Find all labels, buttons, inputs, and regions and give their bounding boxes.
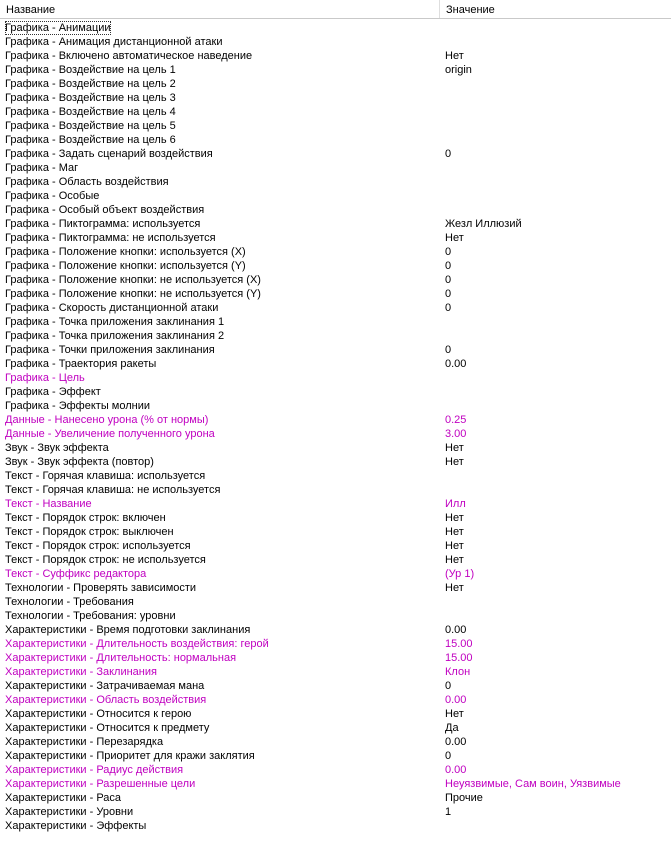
- property-value: Нет: [445, 232, 464, 244]
- property-name: Характеристики - Заклинания: [5, 666, 157, 678]
- property-name: Характеристики - Область воздействия: [5, 694, 207, 706]
- property-name: Текст - Порядок строк: используется: [5, 540, 191, 552]
- property-name: Графика - Особый объект воздействия: [5, 204, 205, 216]
- property-value: 0: [445, 148, 452, 160]
- property-name: Графика - Эффекты молнии: [5, 400, 150, 412]
- table-row[interactable]: [0, 665, 671, 679]
- table-row[interactable]: [0, 133, 671, 147]
- table-row[interactable]: [0, 119, 671, 133]
- property-value: 0.00: [445, 358, 467, 370]
- property-value: Нет: [445, 582, 464, 594]
- property-value: 0.00: [445, 764, 467, 776]
- table-row[interactable]: [0, 567, 671, 581]
- property-name: Технологии - Проверять зависимости: [5, 582, 197, 594]
- property-value: Илл: [445, 498, 466, 510]
- table-row[interactable]: [0, 553, 671, 567]
- table-row[interactable]: [0, 147, 671, 161]
- property-name: Текст - Суффикс редактора: [5, 568, 147, 580]
- table-row[interactable]: [0, 595, 671, 609]
- table-row[interactable]: [0, 497, 671, 511]
- property-value: 0: [445, 246, 452, 258]
- property-name: Характеристики - Длительность воздействия: герой: [5, 638, 269, 650]
- table-row[interactable]: [0, 693, 671, 707]
- property-name: Графика - Точка приложения заклинания 2: [5, 330, 225, 342]
- property-name: Технологии - Требования: уровни: [5, 610, 176, 622]
- property-value: 1: [445, 806, 452, 818]
- property-name: Характеристики - Уровни: [5, 806, 134, 818]
- table-row[interactable]: [0, 63, 671, 77]
- table-row[interactable]: [0, 791, 671, 805]
- table-row[interactable]: [0, 651, 671, 665]
- property-value: 0: [445, 260, 452, 272]
- property-name: Текст - Горячая клавиша: не используется: [5, 484, 221, 496]
- table-row[interactable]: [0, 329, 671, 343]
- property-name: Текст - Горячая клавиша: используется: [5, 470, 206, 482]
- table-row[interactable]: [0, 749, 671, 763]
- property-value: (Ур 1): [445, 568, 475, 580]
- table-row[interactable]: [0, 105, 671, 119]
- property-name: Характеристики - Относится к предмету: [5, 722, 210, 734]
- table-row[interactable]: [0, 301, 671, 315]
- property-name: Графика - Маг: [5, 162, 79, 174]
- property-name: Характеристики - Затрачиваемая мана: [5, 680, 205, 692]
- table-row[interactable]: [0, 231, 671, 245]
- property-name: Текст - Порядок строк: включен: [5, 512, 166, 524]
- property-value: Нет: [445, 554, 464, 566]
- property-name: Графика - Эффект: [5, 386, 101, 398]
- property-name: Характеристики - Относится к герою: [5, 708, 192, 720]
- table-row[interactable]: [0, 511, 671, 525]
- property-name: Данные - Увеличение полученного урона: [5, 428, 215, 440]
- property-list[interactable]: [0, 21, 671, 833]
- property-value: Нет: [445, 708, 464, 720]
- property-value: Нет: [445, 526, 464, 538]
- property-name: Графика - Положение кнопки: используется (Y): [5, 260, 246, 272]
- table-row[interactable]: [0, 469, 671, 483]
- property-name: Данные - Нанесено урона (% от нормы): [5, 414, 209, 426]
- table-row[interactable]: [0, 721, 671, 735]
- property-name: Графика - Воздействие на цель 3: [5, 92, 176, 104]
- table-row[interactable]: [0, 175, 671, 189]
- table-row[interactable]: [0, 49, 671, 63]
- property-name: Характеристики - Перезарядка: [5, 736, 164, 748]
- table-row[interactable]: [0, 707, 671, 721]
- table-row[interactable]: [0, 161, 671, 175]
- property-name: Графика - Включено автоматическое наведение: [5, 50, 253, 62]
- property-name: Графика - Точка приложения заклинания 1: [5, 316, 225, 328]
- property-name: Графика - Положение кнопки: используется (X): [5, 246, 246, 258]
- property-value: Нет: [445, 456, 464, 468]
- table-row[interactable]: [0, 427, 671, 441]
- table-row[interactable]: [0, 525, 671, 539]
- property-value: 0.25: [445, 414, 467, 426]
- table-row[interactable]: [0, 399, 671, 413]
- property-name: Характеристики - Время подготовки заклинания: [5, 624, 251, 636]
- table-row[interactable]: [0, 623, 671, 637]
- table-row[interactable]: [0, 77, 671, 91]
- property-name: Графика - Воздействие на цель 1: [5, 64, 176, 76]
- table-row[interactable]: [0, 217, 671, 231]
- property-name: Графика - Анимация дистанционной атаки: [5, 36, 223, 48]
- property-name: Графика - Воздействие на цель 6: [5, 134, 176, 146]
- property-name: Характеристики - Раса: [5, 792, 122, 804]
- property-value: 0.00: [445, 694, 467, 706]
- table-row[interactable]: [0, 385, 671, 399]
- property-value: 0.00: [445, 624, 467, 636]
- table-row[interactable]: [0, 777, 671, 791]
- table-row[interactable]: [0, 735, 671, 749]
- property-name: Графика - Скорость дистанционной атаки: [5, 302, 219, 314]
- property-name: Графика - Воздействие на цель 2: [5, 78, 176, 90]
- property-name: Текст - Порядок строк: выключен: [5, 526, 174, 538]
- table-row[interactable]: [0, 413, 671, 427]
- property-name: Характеристики - Разрешенные цели: [5, 778, 196, 790]
- property-value: 0: [445, 680, 452, 692]
- property-value: Прочие: [445, 792, 483, 804]
- property-value: Нет: [445, 50, 464, 62]
- table-row[interactable]: [0, 637, 671, 651]
- property-name: Графика - Пиктограмма: не используется: [5, 232, 216, 244]
- property-value: Нет: [445, 540, 464, 552]
- property-value: 0: [445, 274, 452, 286]
- table-row[interactable]: [0, 259, 671, 273]
- table-row[interactable]: [0, 371, 671, 385]
- property-name: Графика - Цель: [5, 372, 85, 384]
- property-name: Графика - Воздействие на цель 4: [5, 106, 176, 118]
- property-value: 0: [445, 750, 452, 762]
- table-row[interactable]: [0, 483, 671, 497]
- table-row[interactable]: [0, 357, 671, 371]
- table-row[interactable]: [0, 189, 671, 203]
- table-row[interactable]: [0, 21, 671, 35]
- property-name: Графика - Положение кнопки: не используется (Y): [5, 288, 261, 300]
- property-value: 0: [445, 288, 452, 300]
- property-name: Графика - Траектория ракеты: [5, 358, 157, 370]
- table-row[interactable]: [0, 441, 671, 455]
- property-name: Графика - Пиктограмма: используется: [5, 218, 201, 230]
- table-row[interactable]: [0, 287, 671, 301]
- property-name: Текст - Название: [5, 498, 92, 510]
- property-value: 0: [445, 344, 452, 356]
- property-name: Графика - Особые: [5, 190, 100, 202]
- table-row[interactable]: [0, 805, 671, 819]
- property-name: Графика - Положение кнопки: не используется (X): [5, 274, 261, 286]
- table-row[interactable]: [0, 763, 671, 777]
- property-name: Звук - Звук эффекта (повтор): [5, 456, 154, 468]
- property-value: Жезл Иллюзий: [445, 218, 522, 230]
- column-header-value[interactable]: Значение: [446, 4, 495, 16]
- table-row[interactable]: [0, 539, 671, 553]
- property-name: Характеристики - Эффекты: [5, 820, 147, 832]
- property-value: 15.00: [445, 652, 473, 664]
- property-value: Клон: [445, 666, 471, 678]
- property-name: Графика - Точки приложения заклинания: [5, 344, 215, 356]
- property-name: Графика - Область воздействия: [5, 176, 169, 188]
- column-header-name[interactable]: Название: [0, 0, 440, 18]
- table-row[interactable]: [0, 273, 671, 287]
- property-value: 3.00: [445, 428, 467, 440]
- property-value: 15.00: [445, 638, 473, 650]
- property-value: 0.00: [445, 736, 467, 748]
- table-row[interactable]: [0, 679, 671, 693]
- property-name: Характеристики - Длительность: нормальная: [5, 652, 237, 664]
- property-name: Графика - Задать сценарий воздействия: [5, 148, 213, 160]
- property-name: Графика - Воздействие на цель 5: [5, 120, 176, 132]
- property-name: Звук - Звук эффекта: [5, 442, 109, 454]
- property-name: Характеристики - Приоритет для кражи заклятия: [5, 750, 255, 762]
- table-row[interactable]: [0, 343, 671, 357]
- property-name: Графика - Анимации: [5, 22, 111, 34]
- property-value: origin: [445, 64, 472, 76]
- table-row[interactable]: [0, 581, 671, 595]
- property-value: Да: [445, 722, 459, 734]
- table-row[interactable]: [0, 35, 671, 49]
- table-row[interactable]: [0, 455, 671, 469]
- property-value: Нет: [445, 442, 464, 454]
- table-row[interactable]: [0, 203, 671, 217]
- table-row[interactable]: [0, 315, 671, 329]
- property-name: Текст - Порядок строк: не используется: [5, 554, 206, 566]
- table-row[interactable]: [0, 609, 671, 623]
- property-value: 0: [445, 302, 452, 314]
- property-name: Технологии - Требования: [5, 596, 134, 608]
- table-row[interactable]: [0, 819, 671, 833]
- property-value: Нет: [445, 512, 464, 524]
- table-row[interactable]: [0, 91, 671, 105]
- table-row[interactable]: [0, 245, 671, 259]
- list-header: [0, 0, 671, 19]
- property-name: Характеристики - Радиус действия: [5, 764, 184, 776]
- property-value: Неуязвимые, Сам воин, Уязвимые: [445, 778, 621, 790]
